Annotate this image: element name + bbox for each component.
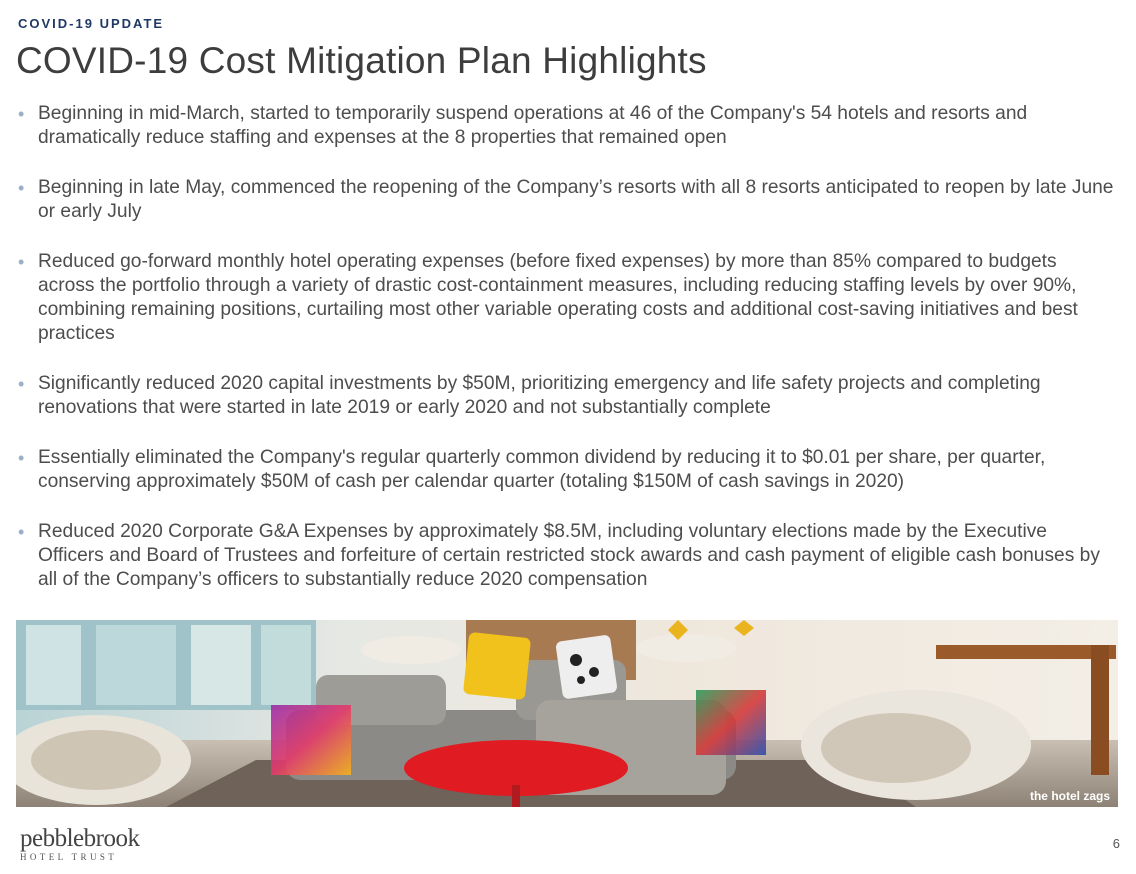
- bullet-item: [18, 372, 1118, 420]
- bullet-marker: •: [18, 252, 25, 272]
- logo-wordmark: pebblebrook: [20, 825, 140, 852]
- lobby-illustration: [16, 620, 1118, 807]
- logo-subtitle: HOTEL TRUST: [20, 852, 118, 862]
- bullet-marker: •: [18, 374, 25, 394]
- eyebrow-label: COVID-19 UPDATE: [18, 16, 165, 31]
- bullet-text: Significantly reduced 2020 capital investments by $50M, prioritizing emergency and life safety projects and completing renovations that were started in late 2019 or early 2020 and not substantially complete: [38, 373, 1041, 418]
- bullet-text: Reduced go-forward monthly hotel operating expenses (before fixed expenses) by more than 85% compared to budgets across the portfolio through a variety of drastic cost-containment measures, including reducing staffing levels by over 90%, combining remaining positions, curtailing most other variable operating costs and additional cost-saving initiatives and best practices: [38, 251, 1078, 344]
- bullet-text: Beginning in mid-March, started to temporarily suspend operations at 46 of the Company's 54 hotels and resorts and dramatically reduce staffing and expenses at the 8 properties that remained open: [38, 103, 1028, 148]
- bullet-text: Reduced 2020 Corporate G&A Expenses by approximately $8.5M, including voluntary elections made by the Executive Officers and Board of Trustees and forfeiture of certain restricted stock awards and cash payment of eligible cash bonuses by all of the Company’s officers to substantially reduce 2020 compensation: [38, 521, 1100, 590]
- bullet-marker: •: [18, 522, 25, 542]
- windows: [16, 620, 316, 710]
- photo-caption: the hotel zags: [1029, 789, 1110, 803]
- bullet-item: [18, 176, 1118, 224]
- page-title: COVID-19 Cost Mitigation Plan Highlights: [16, 40, 707, 81]
- bullet-marker: •: [18, 104, 25, 124]
- bullet-text: Essentially eliminated the Company's regular quarterly common dividend by reducing it to $0.01 per share, per quarter, conserving approximately $50M of cash per calendar quarter (totaling $150M of cash savings in 2020): [38, 447, 1046, 492]
- page-number: 6: [1112, 836, 1120, 851]
- company-logo: [20, 826, 139, 862]
- bullet-item: [18, 102, 1118, 150]
- bullet-text: Beginning in late May, commenced the reopening of the Company’s resorts with all 8 resorts anticipated to reopen by late June or early July: [38, 177, 1114, 222]
- bullet-marker: •: [18, 448, 25, 468]
- bullet-list: [18, 102, 1118, 618]
- bullet-marker: •: [18, 178, 25, 198]
- bullet-item: [18, 446, 1118, 494]
- bullet-item: [18, 250, 1118, 346]
- bullet-item: [18, 520, 1118, 592]
- hotel-lobby-photo: [16, 620, 1118, 807]
